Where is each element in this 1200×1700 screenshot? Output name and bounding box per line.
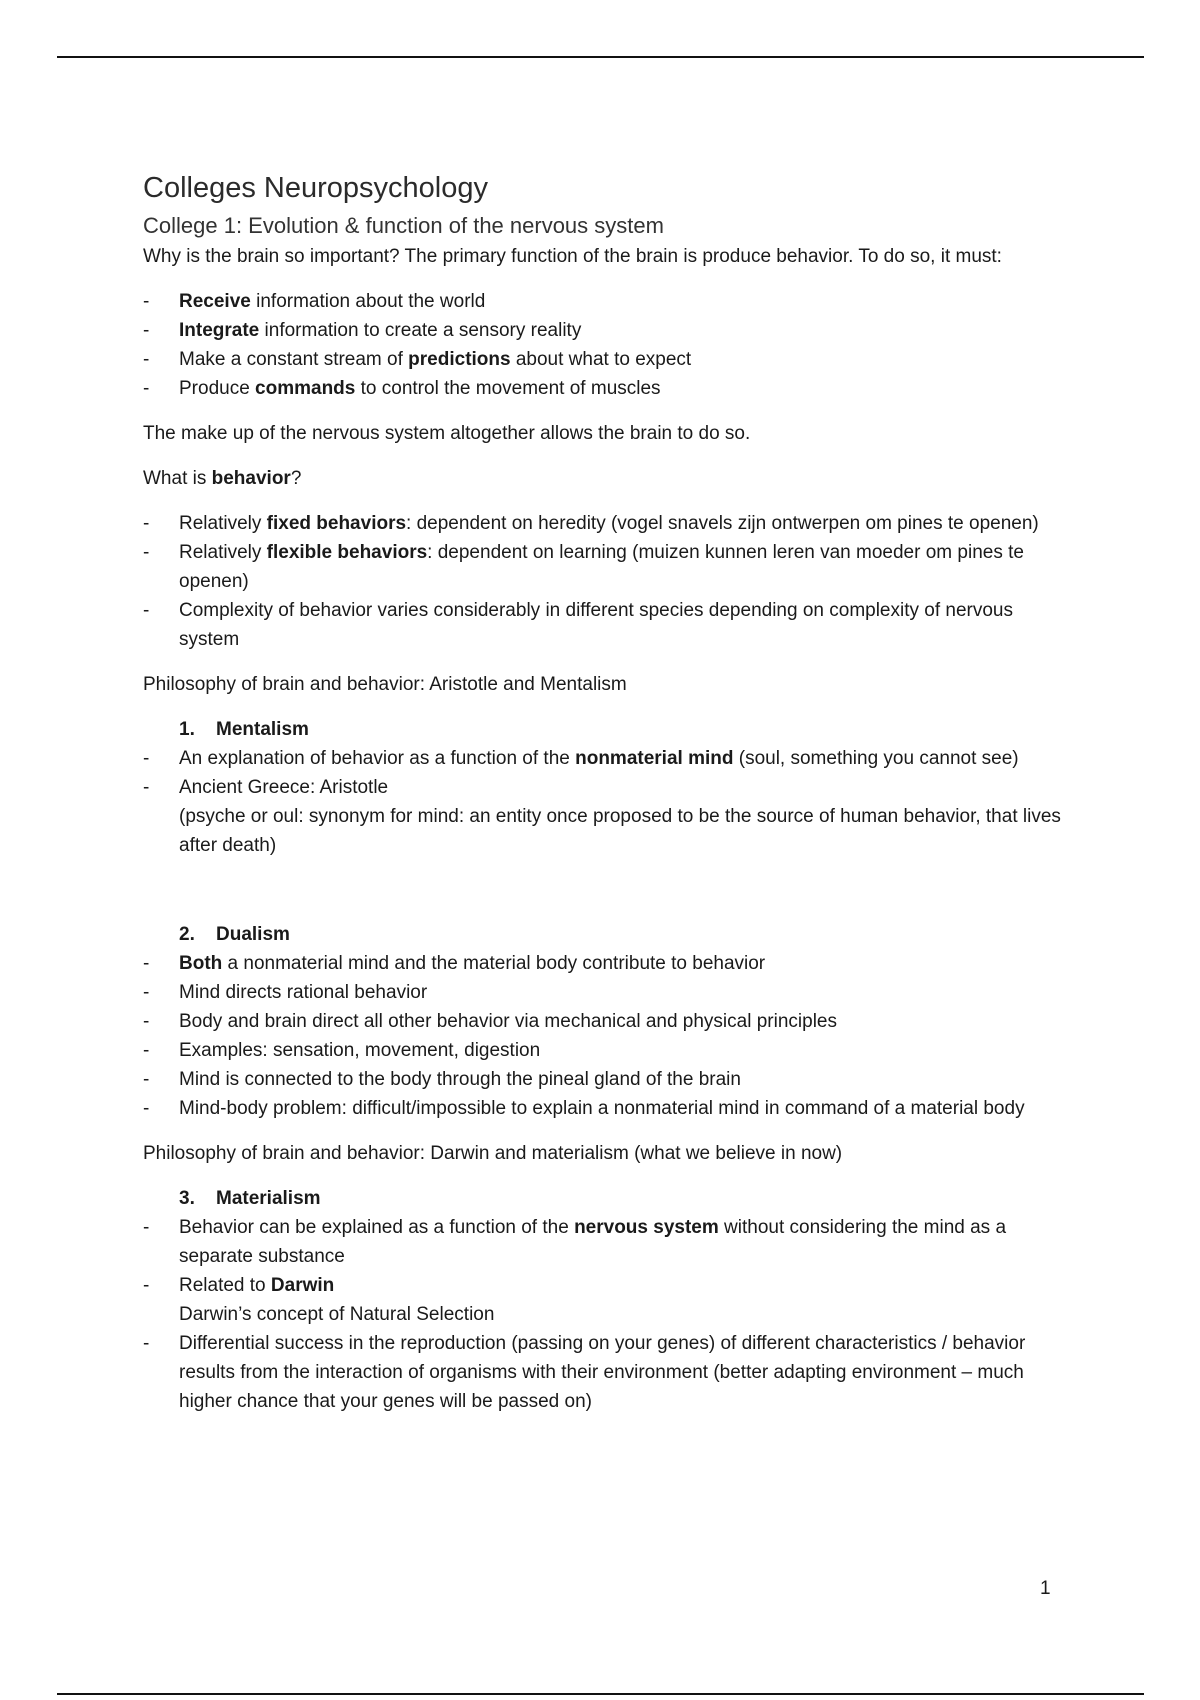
list-item: - Mind-body problem: difficult/impossible to explain a nonmaterial mind in command of a material body (143, 1094, 1063, 1123)
list-item: - Body and brain direct all other behavior via mechanical and physical principles (143, 1007, 1063, 1036)
header-rule (57, 56, 1144, 58)
list-item: - Differential success in the reproduction (passing on your genes) of different characteristics / behavior results from the interaction of organisms with their environment (better adapting environment – much higher chance that your genes will be passed on) (143, 1329, 1063, 1416)
list-item: - Both a nonmaterial mind and the material body contribute to behavior (143, 949, 1063, 978)
philosophy-heading-1: Philosophy of brain and behavior: Aristotle and Mentalism (143, 674, 627, 695)
sub-list-item: - Examples: sensation, movement, digestion (143, 1036, 1063, 1065)
dualism-heading: 2. Dualism (179, 924, 290, 945)
list-item: - An explanation of behavior as a function of the nonmaterial mind (soul, something you cannot see) (143, 744, 1063, 773)
makeup-paragraph: The make up of the nervous system altogether allows the brain to do so. (143, 423, 751, 444)
list-item: - Receive information about the world (143, 287, 1063, 316)
footer-rule (57, 1693, 1144, 1695)
list-item: - Relatively flexible behaviors: dependent on learning (muizen kunnen leren van moeder om pines te openen) (143, 538, 1063, 596)
list-item: - Make a constant stream of predictions about what to expect (143, 345, 1063, 374)
what-is-behavior: What is behavior? (143, 468, 302, 489)
functions-list (143, 287, 1063, 403)
list-item: - Complexity of behavior varies considerably in different species depending on complexity of nervous system (143, 596, 1063, 654)
mentalism-list (143, 744, 1063, 860)
page-number: 1 (1040, 1578, 1051, 1599)
list-item: - Ancient Greece: Aristotle (psyche or oul: synonym for mind: an entity once proposed to be the source of human behavior, that lives after death) (143, 773, 1063, 860)
list-item: - Mind directs rational behavior (143, 978, 1063, 1007)
document-body (143, 170, 1063, 1416)
section-heading: College 1: Evolution & function of the nervous system (143, 213, 664, 238)
list-item: - Produce commands to control the movement of muscles (143, 374, 1063, 403)
philosophy-heading-2: Philosophy of brain and behavior: Darwin and materialism (what we believe in now) (143, 1143, 843, 1164)
behaviors-list (143, 509, 1063, 654)
materialism-list (143, 1213, 1063, 1416)
intro-paragraph: Why is the brain so important? The primary function of the brain is produce behavior. To do so, it must: (143, 246, 1002, 267)
dualism-list (143, 949, 1063, 1123)
list-item: - Mind is connected to the body through the pineal gland of the brain (143, 1065, 1063, 1094)
list-item: - Relatively fixed behaviors: dependent on heredity (vogel snavels zijn ontwerpen om pines te openen) (143, 509, 1063, 538)
mentalism-heading: 1. Mentalism (179, 719, 309, 740)
list-item: - Behavior can be explained as a function of the nervous system without considering the mind as a separate substance (143, 1213, 1063, 1271)
document-title: Colleges Neuropsychology (143, 172, 488, 204)
list-item: - Integrate information to create a sensory reality (143, 316, 1063, 345)
list-item: - Related to Darwin Darwin’s concept of Natural Selection (143, 1271, 1063, 1329)
materialism-heading: 3. Materialism (179, 1188, 321, 1209)
